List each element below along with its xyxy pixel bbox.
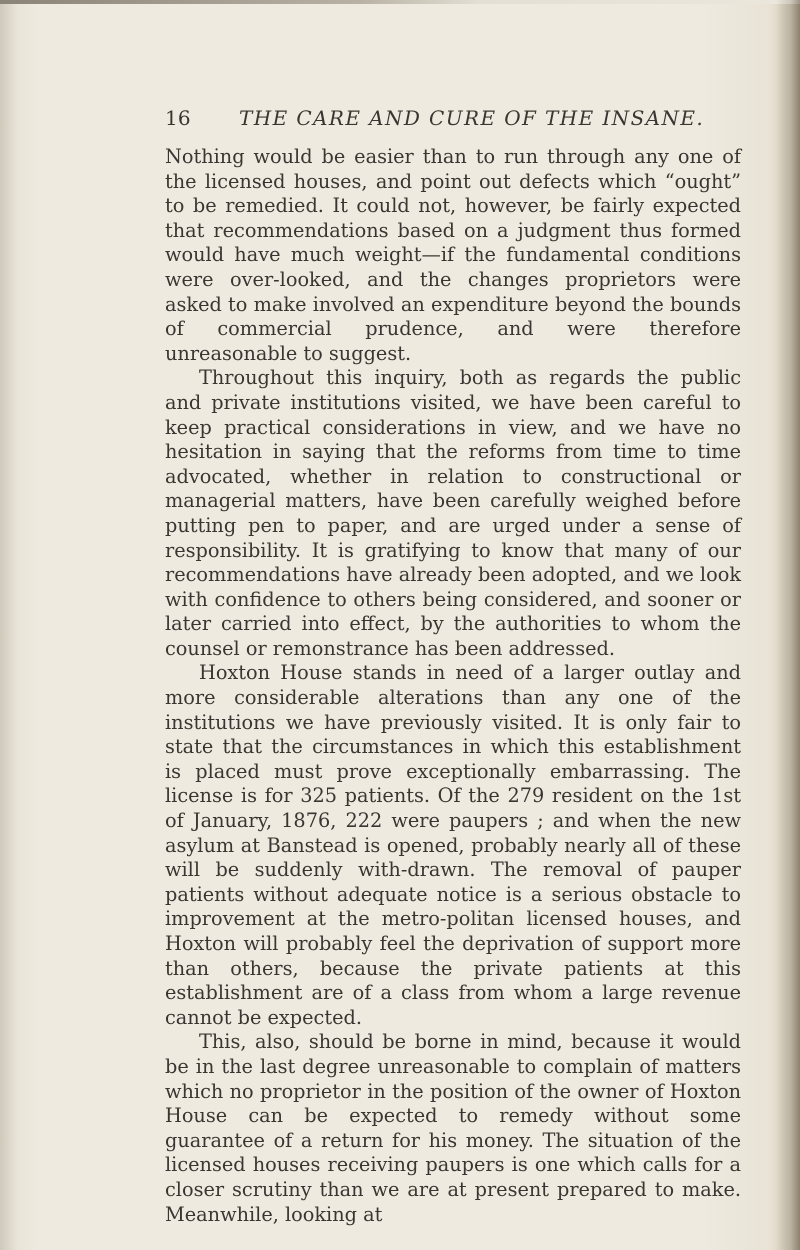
page-number: 16 <box>165 106 191 130</box>
page-top-edge <box>0 0 800 4</box>
body-text <box>165 145 741 1227</box>
paragraph-3: Hoxton House stands in need of a larger outlay and more considerable alterations than any one of the institutions we have previously visited. It is only fair to state that the circumstances in which this establishment is placed must prove exceptionally embarrassing. The license is for 325 patients. Of the 279 resident on the 1st of January, 1876, 222 were paupers ; and when the new asylum at Banstead is opened, probably nearly all of these will be suddenly with-drawn. The removal of pauper patients without adequate notice is a serious obstacle to improvement at the metro-politan licensed houses, and Hoxton will probably feel the deprivation of support more than others, because the private patients at this establishment are of a class from whom a large revenue cannot be expected. <box>165 661 741 1029</box>
page-right-edge <box>776 0 800 1250</box>
paragraph-2: Throughout this inquiry, both as regards the public and private institutions visited, we have been careful to keep practical considerations in view, and we have no hesitation in saying that the reforms from time to time advocated, whether in relation to constructional or managerial matters, have been carefully weighed before putting pen to paper, and are urged under a sense of responsibility. It is gratifying to know that many of our recommendations have already been adopted, and we look with confidence to others being considered, and sooner or later carried into effect, by the authorities to whom the counsel or remonstrance has been addressed. <box>165 366 741 660</box>
paragraph-1: Nothing would be easier than to run through any one of the licensed houses, and point out defects which “ought” to be remedied. It could not, however, be fairly expected that recommendations based on a judgment thus formed would have much weight—if the fundamental conditions were over-looked, and the changes proprietors were asked to make involved an expenditure beyond the bounds of commercial prudence, and were therefore unreasonable to suggest. <box>165 145 741 365</box>
paragraph-4: This, also, should be borne in mind, because it would be in the last degree unreasonable to complain of matters which no proprietor in the position of the owner of Hoxton House can be expected to remedy without some guarantee of a return for his money. The situation of the licensed houses receiving paupers is one which calls for a closer scrutiny than we are at present prepared to make. Meanwhile, looking at <box>165 1030 741 1226</box>
running-title: THE CARE AND CURE OF THE INSANE. <box>239 106 705 130</box>
page-header <box>165 106 740 136</box>
page-left-shadow <box>0 0 18 1250</box>
